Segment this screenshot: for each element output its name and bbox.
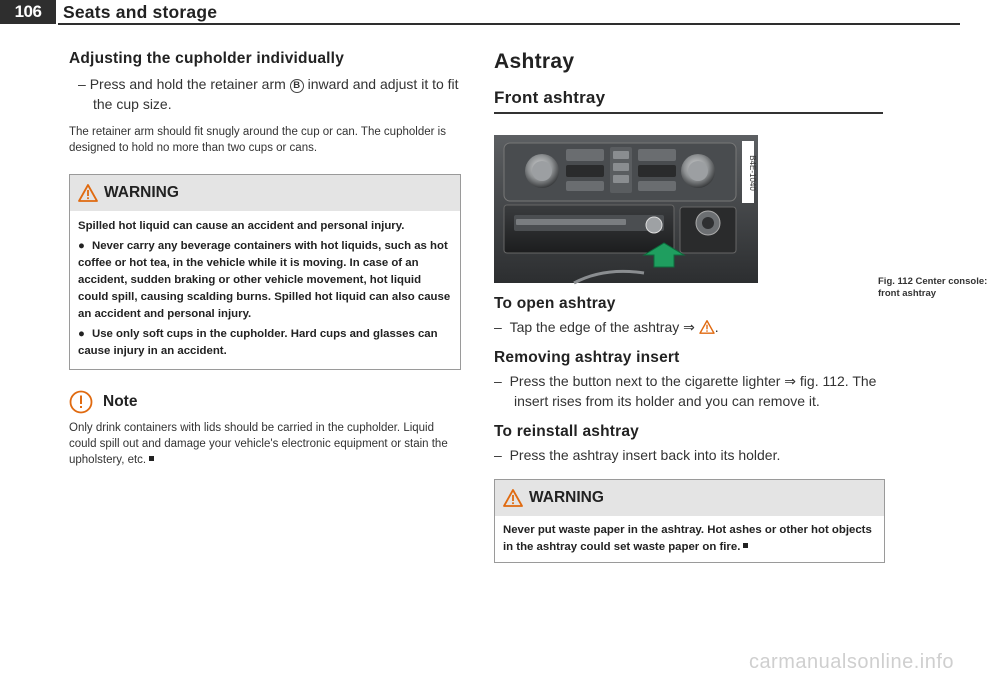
warning-body bbox=[70, 211, 460, 369]
reinstall-step: – Press the ashtray insert back into its holder. bbox=[494, 446, 781, 463]
note-text: Only drink containers with lids should be carried in the cupholder. Liquid could spill out and damage your vehicle's electronic equipment or stain the upholstery, etc. bbox=[69, 422, 448, 466]
warning-title: WARNING bbox=[529, 488, 604, 506]
chapter-title: Seats and storage bbox=[63, 2, 218, 22]
bullet-icon: ● bbox=[78, 240, 85, 252]
right-column bbox=[494, 50, 988, 563]
open-ashtray-heading: To open ashtray bbox=[494, 294, 616, 312]
page-number: 106 bbox=[0, 0, 56, 24]
header-rule bbox=[58, 23, 960, 25]
step-suffix: inward and adjust it to fit the cup size. bbox=[93, 76, 459, 112]
open-ashtray-step: – Tap the edge of the ashtray ⇒ . bbox=[494, 318, 719, 335]
figure-caption: Fig. 112 Center console: front ashtray bbox=[878, 275, 988, 299]
warning-header bbox=[70, 175, 460, 211]
subsection-title: Front ashtray bbox=[494, 88, 606, 107]
warning-triangle-icon bbox=[699, 320, 715, 334]
cupholder-heading: Adjusting the cupholder individually bbox=[69, 50, 345, 67]
note-header bbox=[69, 390, 461, 414]
removing-insert-step: – Press the button next to the cigarette lighter ⇒ fig. 112. The insert rises from its holder and you can remove it. bbox=[494, 372, 877, 409]
left-column bbox=[69, 50, 461, 468]
end-square-icon bbox=[149, 456, 154, 461]
figure-area bbox=[494, 135, 988, 299]
note-title: Note bbox=[103, 393, 138, 410]
marker-b-icon: B bbox=[290, 79, 304, 93]
warning-lead: Spilled hot liquid can cause an accident and personal injury. bbox=[78, 220, 405, 232]
warning-bullet: ● Use only soft cups in the cupholder. Hard cups and glasses can cause injury in an accident. bbox=[78, 328, 438, 357]
reinstall-heading: To reinstall ashtray bbox=[494, 422, 639, 440]
subsection-rule bbox=[494, 112, 883, 114]
watermark: carmanualsonline.info bbox=[748, 651, 954, 673]
warning-triangle-icon bbox=[503, 489, 523, 507]
removing-insert-heading: Removing ashtray insert bbox=[494, 348, 680, 366]
step-prefix: Press and hold the retainer arm bbox=[89, 76, 286, 92]
warning-triangle-icon bbox=[78, 184, 98, 202]
warning-body: Never put waste paper in the ashtray. Hot ashes or other hot objects in the ashtray could set waste paper on fire. bbox=[503, 523, 872, 553]
figure-code: B4E-1040 bbox=[748, 154, 757, 191]
note-info-icon bbox=[69, 390, 93, 414]
cupholder-warning-box bbox=[69, 174, 461, 370]
console-ashtray-figure bbox=[494, 135, 758, 283]
section-title: Ashtray bbox=[494, 50, 575, 73]
warning-header bbox=[495, 480, 884, 516]
cupholder-step: – Press and hold the retainer arm B inward and adjust it to fit the cup size. bbox=[78, 76, 459, 112]
end-square-icon bbox=[743, 543, 748, 548]
bullet-icon: ● bbox=[78, 328, 85, 340]
ashtray-warning-box bbox=[494, 479, 885, 563]
warning-title: WARNING bbox=[104, 184, 179, 201]
cupholder-info: The retainer arm should fit snugly around the cup or can. The cupholder is designed to hold no more than two cups or cans. bbox=[69, 126, 446, 154]
warning-bullet: ● Never carry any beverage containers with hot liquids, such as hot coffee or hot tea, in the vehicle while it is moving. In case of an accident, sudden braking or other vehicle movement, hot liquid could spill, causing scalding burns. Spilled hot liquid can also cause an accident and personal injury. bbox=[78, 240, 451, 320]
